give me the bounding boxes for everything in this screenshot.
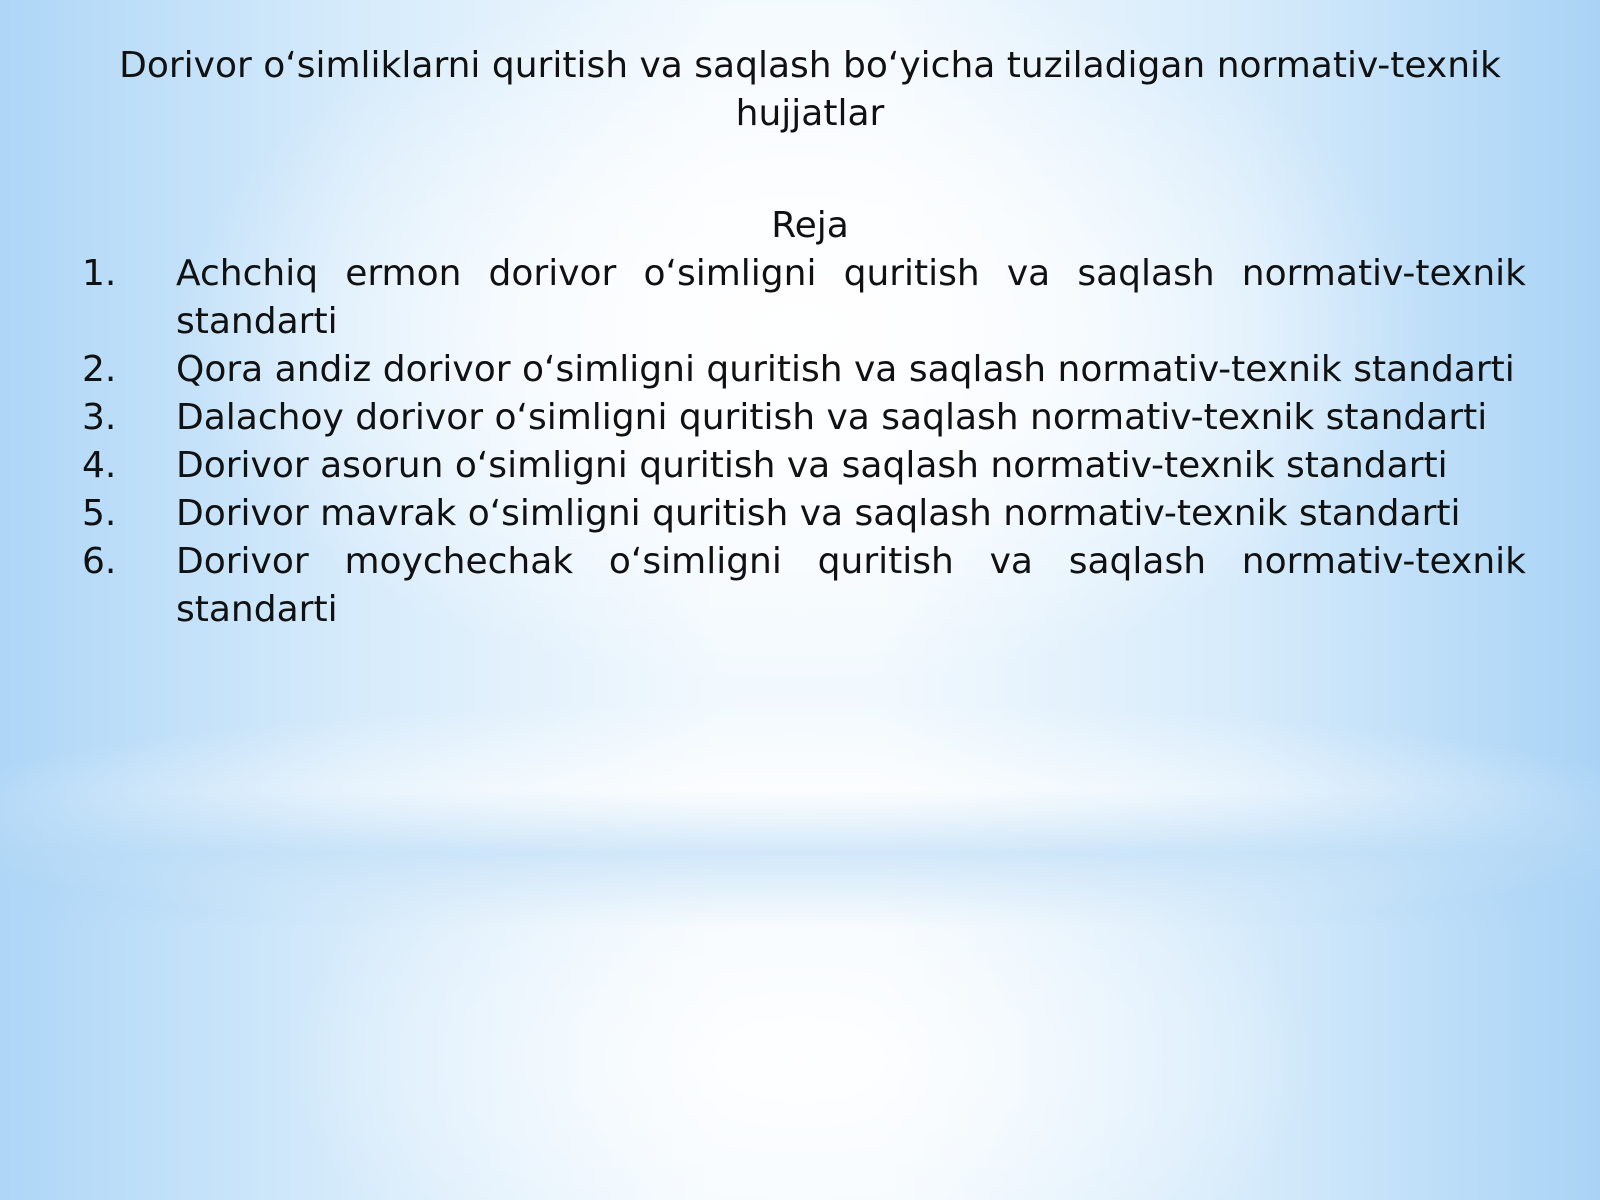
plan-item — [82, 538, 1526, 634]
plan-item — [82, 442, 1526, 490]
plan-item-text: Dorivor mavrak o‘simligni quritish va saqlash normativ-texnik standarti — [176, 493, 1461, 534]
plan-item — [82, 346, 1526, 394]
plan-list — [82, 250, 1526, 634]
plan-item-text: Achchiq ermon dorivor o‘simligni quritish va saqlash normativ-texnik standarti — [176, 253, 1526, 342]
plan-item-number: 6. — [82, 541, 117, 582]
plan-item-text: Dorivor moychechak o‘simligni quritish va saqlash normativ-texnik standarti — [176, 541, 1526, 630]
plan-item-number: 5. — [82, 493, 117, 534]
plan-item-number: 4. — [82, 445, 117, 486]
plan-item-number: 1. — [82, 253, 117, 294]
slide-title: Dorivor o‘simliklarni quritish va saqlash bo‘yicha tuziladigan normativ-texnik hujjatlar — [119, 45, 1501, 134]
plan-item-number: 3. — [82, 397, 117, 438]
plan-item — [82, 394, 1526, 442]
plan-item-text: Dorivor asorun o‘simligni quritish va saqlash normativ-texnik standarti — [176, 445, 1448, 486]
plan-item — [82, 250, 1526, 346]
plan-item-text: Dalachoy dorivor o‘simligni quritish va saqlash normativ-texnik standarti — [176, 397, 1488, 438]
plan-item-number: 2. — [82, 349, 117, 390]
plan-heading: Reja — [771, 205, 849, 246]
plan-item-text: Qora andiz dorivor o‘simligni quritish va saqlash normativ-texnik standarti — [176, 349, 1515, 390]
plan-item — [82, 490, 1526, 538]
